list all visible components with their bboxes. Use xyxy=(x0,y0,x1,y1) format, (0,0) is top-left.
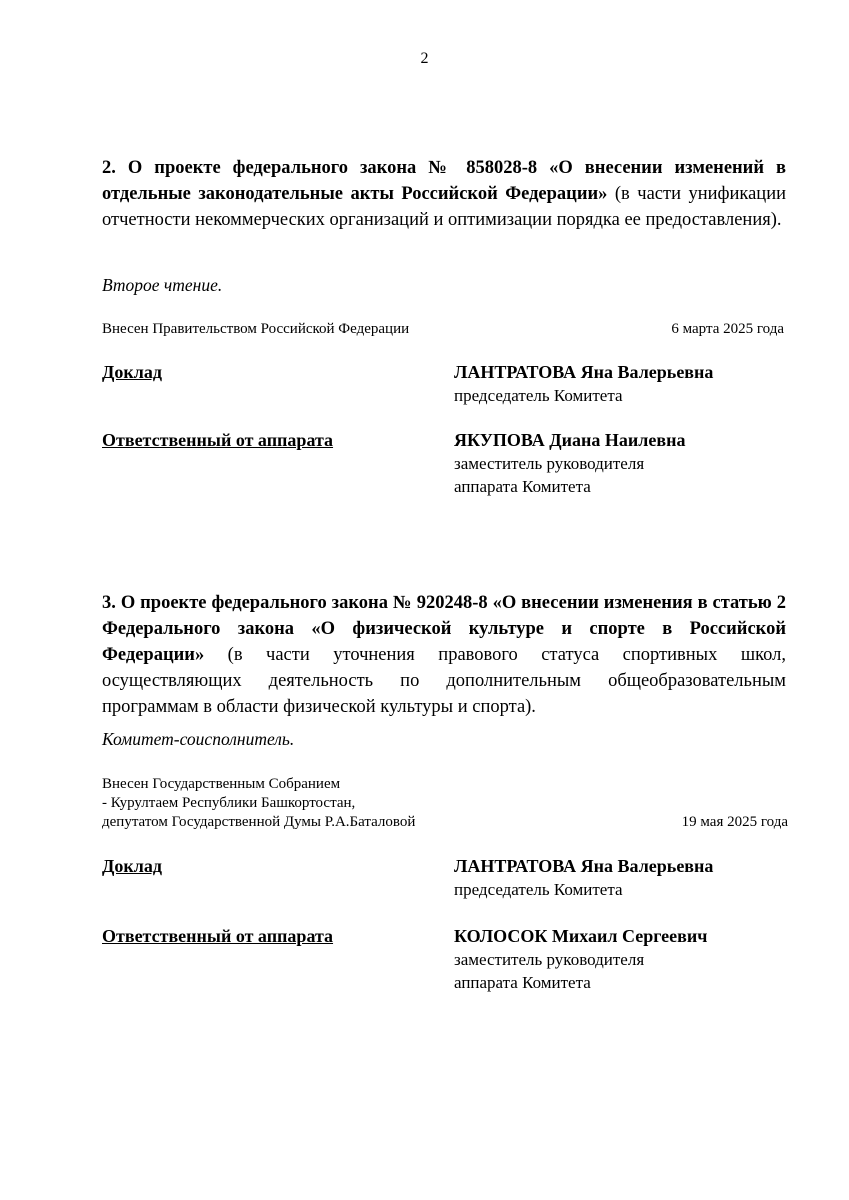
item-number: 2. xyxy=(102,158,116,178)
person-name: КОЛОСОК Михаил Сергеевич xyxy=(454,926,708,946)
report-label: Доклад xyxy=(102,362,162,382)
person-title: председатель Комитета xyxy=(454,880,623,899)
person-name: ЯКУПОВА Диана Наилевна xyxy=(454,430,686,450)
report-person xyxy=(454,855,788,901)
person-name: ЛАНТРАТОВА Яна Валерьевна xyxy=(454,856,714,876)
reading-stage: Комитет-соисполнитель. xyxy=(102,729,295,749)
submitted-by-line: депутатом Государственной Думы Р.А.Баталовой xyxy=(102,814,416,830)
agenda-item xyxy=(102,590,786,720)
submitted-by-line: Внесен Государственным Собранием xyxy=(102,776,341,792)
responsible-person xyxy=(454,925,788,994)
submitted-by-line: - Курултаем Республики Башкортостан, xyxy=(102,795,356,811)
person-title: председатель Комитета xyxy=(454,386,623,405)
reading-stage: Второе чтение. xyxy=(102,275,223,295)
person-title: аппарата Комитета xyxy=(454,973,591,992)
person-name: ЛАНТРАТОВА Яна Валерьевна xyxy=(454,362,714,382)
submission-date: 19 мая 2025 года xyxy=(681,814,788,830)
responsible-label: Ответственный от аппарата xyxy=(102,430,334,450)
submitted-block xyxy=(102,775,788,832)
report-label: Доклад xyxy=(102,856,162,876)
agenda-item xyxy=(102,155,786,233)
submitted-block xyxy=(102,320,788,339)
item-number: 3. xyxy=(102,593,116,613)
item-title: О проекте федерального закона № 920248-8 «О внесении изменения в статью 2 Федерального закона «О физической культуре и спорте в Российской Федерации» xyxy=(102,593,786,665)
person-title: заместитель руководителя xyxy=(454,950,645,969)
person-title: заместитель руководителя xyxy=(454,454,645,473)
responsible-label: Ответственный от аппарата xyxy=(102,926,334,946)
item-details: (в части уточнения правового статуса спортивных школ, осуществляющих деятельность по дополнительным общеобразовательным программам в области физической культуры и спорта). xyxy=(102,645,786,717)
submission-date: 6 марта 2025 года xyxy=(671,321,784,337)
report-person xyxy=(454,361,788,407)
item-details: (в части унификации отчетности некоммерческих организаций и оптимизации порядка ее предоставления). xyxy=(102,184,787,230)
item-description xyxy=(102,590,786,720)
responsible-person xyxy=(454,429,788,498)
item-title: О проекте федерального закона № 858028-8 «О внесении изменений в отдельные законодательные акты Российской Федерации» xyxy=(102,158,787,204)
person-title: аппарата Комитета xyxy=(454,477,591,496)
page-number: 2 xyxy=(420,50,429,67)
submitted-by: Внесен Правительством Российской Федерации xyxy=(102,321,410,337)
item-description xyxy=(102,155,786,233)
